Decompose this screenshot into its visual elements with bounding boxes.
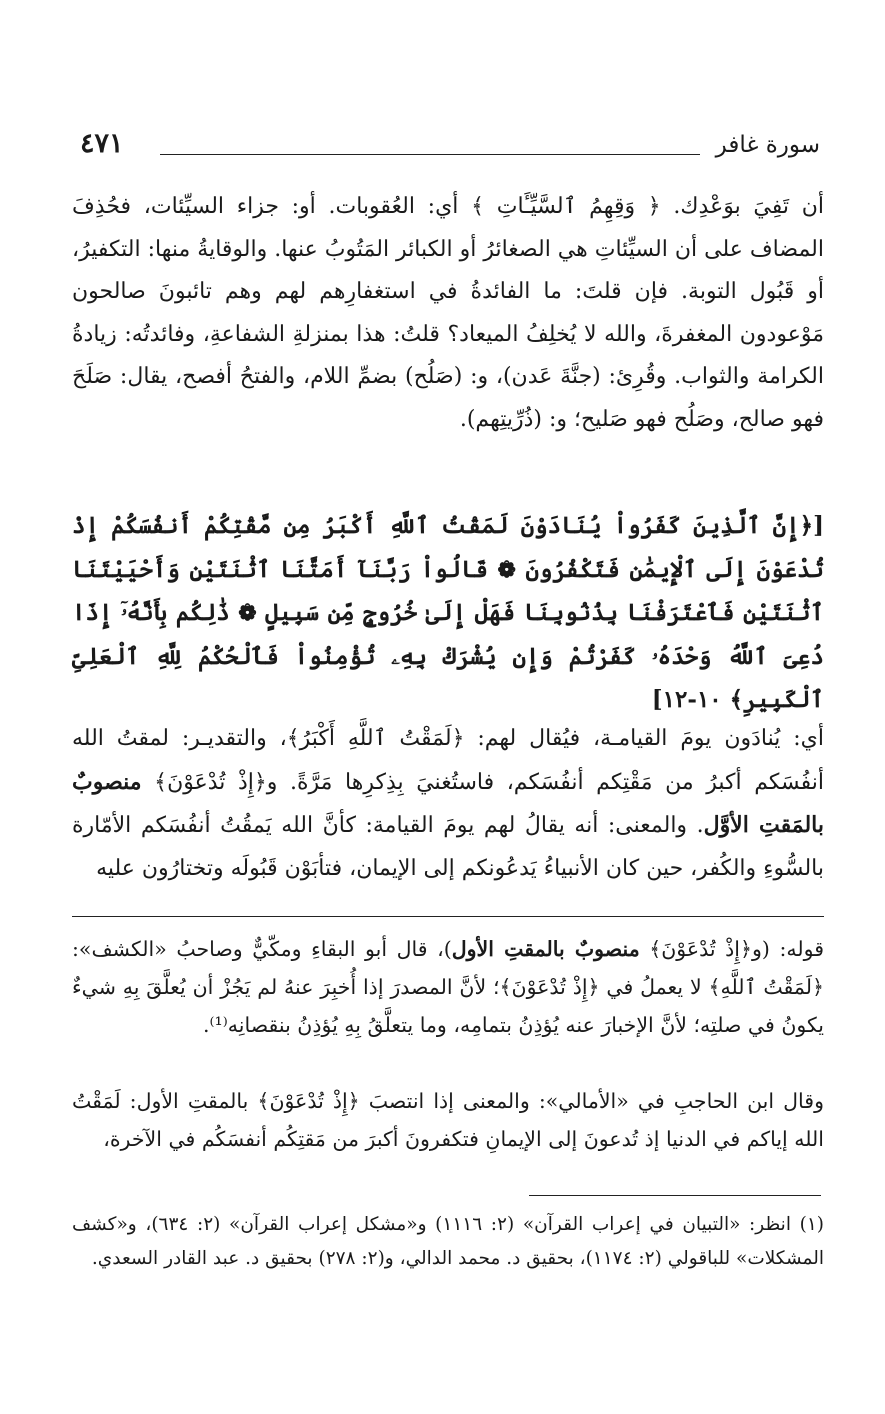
footnote: (١) انظر: «التبيان في إعراب القرآن» (٢: ١١١٦) و«مشكل إعراب القرآن» (٢: ٦٣٤)، و«كشف المشكلات» للباقولي (٢: ١١٧٤)، بحقيق د. محمد الدالي، و(٢: ٢٧٨) بحقيق د. عبد القادر السعدي. [72,1214,824,1269]
paragraph-2-text-end: . والمعنى: أنه يقالُ لهم يومَ القيامة: كأنَّ الله يَمقُتُ أنفُسَكم الأمّارة بالسُّوءِ والكُفر، حين كان الأنبياءُ يَدعُونكم إلى الإيمان، فتأبَوْن قَبُولَه وتختارُون عليه [72,813,824,881]
page-header [80,128,820,172]
page-number: ٤٧١ [80,128,124,159]
main-divider [72,916,824,917]
header-rule [160,154,700,155]
hashiya-paragraph-1 [72,930,824,1044]
hashiya-1-bold-phrase: منصوبٌ بالمقتِ الأول [451,937,640,961]
commentary-paragraph-2 [72,718,824,890]
footnote-divider [529,1195,821,1196]
commentary-paragraph-1: أن تَفِيَ بوَعْدِك. ﴿ وَقِهِمُ ٱلسَّيِّـَٔاتِ ﴾ أي: العُقوبات. أو: جزاء السيِّئات، فحُذِفَ المضاف على أن السيِّئاتِ هي الصغائرُ أو الكبائر المَتُوبُ عنها. والوقايةُ منها: التكفيرُ، أو قَبُول التوبة. فإن قلتَ: ما الفائدةُ في استغفارِهم لهم وهم تائبونَ صالحون مَوْعودون المغفرةَ، والله لا يُخلِفُ الميعاد؟ قلتُ: هذا بمنزلةِ الشفاعةِ، وفائدتُه: زيادةُ الكرامة والثواب. وقُرِئ: (جنَّةَ عَدن)، و: (صَلُح) بضمِّ اللام، والفتحُ أفصح، يقال: صَلَحَ فهو صالح، وصَلُح فهو صَليح؛ و: (ذُرِّيتِهم). [72,194,824,432]
paragraph-2-text-start: أي: يُنادَون يومَ القيامـة، فيُقال لهم: ﴿لَمَقْتُ ٱللَّهِ أَكْبَرُ﴾، والتقديـر: لمقتُ الله أنفُسَكم أكبرُ من مَقْتِكم أنفُسَكم، فاستُغنيَ بِذِكرِها مَرَّةً. و﴿إِذْ تُدْعَوْنَ﴾ [72,726,824,795]
hashiya-1-text-start: قوله: (و﴿إِذْ تُدْعَوْنَ﴾ [639,937,824,961]
quran-verse-block: [﴿إِنَّ ٱلَّذِينَ كَفَرُواْ يُنَادَوْنَ لَمَقْتُ ٱللَّهِ أَكْبَرُ مِن مَّقْتِكُمْ أَنفُسَكُمْ إِذْ تُدْعَوْنَ إِلَى ٱلْإِيمَٰنِ فَتَكْفُرُونَ ❁ قَالُواْ رَبَّنَآ أَمَتَّنَا ٱثْنَتَيْنِ وَأَحْيَيْتَنَا ٱثْنَتَيْنِ فَٱعْتَرَفْنَا بِذُنُوبِنَا فَهَلْ إِلَىٰ خُرُوجٍ مِّن سَبِيلٍ ❁ ذَٰلِكُم بِأَنَّهُۥٓ إِذَا دُعِىَ ٱللَّهُ وَحْدَهُۥ كَفَرْتُمْ وَإِن يُشْرَكْ بِهِۦ تُؤْمِنُواْ فَٱلْحُكْمُ لِلَّهِ ٱلْعَلِىِّ ٱلْكَبِيرِ﴾ ١٠-١٢] [72,512,824,713]
hashiya-1-text-end: )، قال أبو البقاءِ ومكّيٌّ وصاحبُ «الكشف»: ﴿لَمَقْتُ ٱللَّهِ﴾ لا يعملُ في ﴿إِذْ تُدْعَوْنَ﴾؛ لأنَّ المصدرَ إذا أُخبِرَ عنهُ لم يَجُزْ أن يُعلَّقَ بِهِ شيءٌ يكونُ في صلتِه؛ لأنَّ الإخبارَ عنه يُؤذِنُ بتمامِه، وما يتعلَّقُ بِهِ يُؤذِنُ بنقصانِه⁽¹⁾. [72,937,824,1037]
running-title: سورة غافر [715,132,820,158]
hashiya-paragraph-2: وقال ابن الحاجبِ في «الأمالي»: والمعنى إذا انتصبَ ﴿إِذْ تُدْعَوْنَ﴾ بالمقتِ الأول: لَمَقْتُ الله إياكم في الدنيا إذ تُدعونَ إلى الإيمانِ فتكفرونَ أكبرَ من مَقتِكُم أنفسَكُم في الآخرة، [72,1089,824,1151]
paragraph-2-bold-phrase: منصوبٌ بالمَقتِ الأوَّل [72,768,825,838]
